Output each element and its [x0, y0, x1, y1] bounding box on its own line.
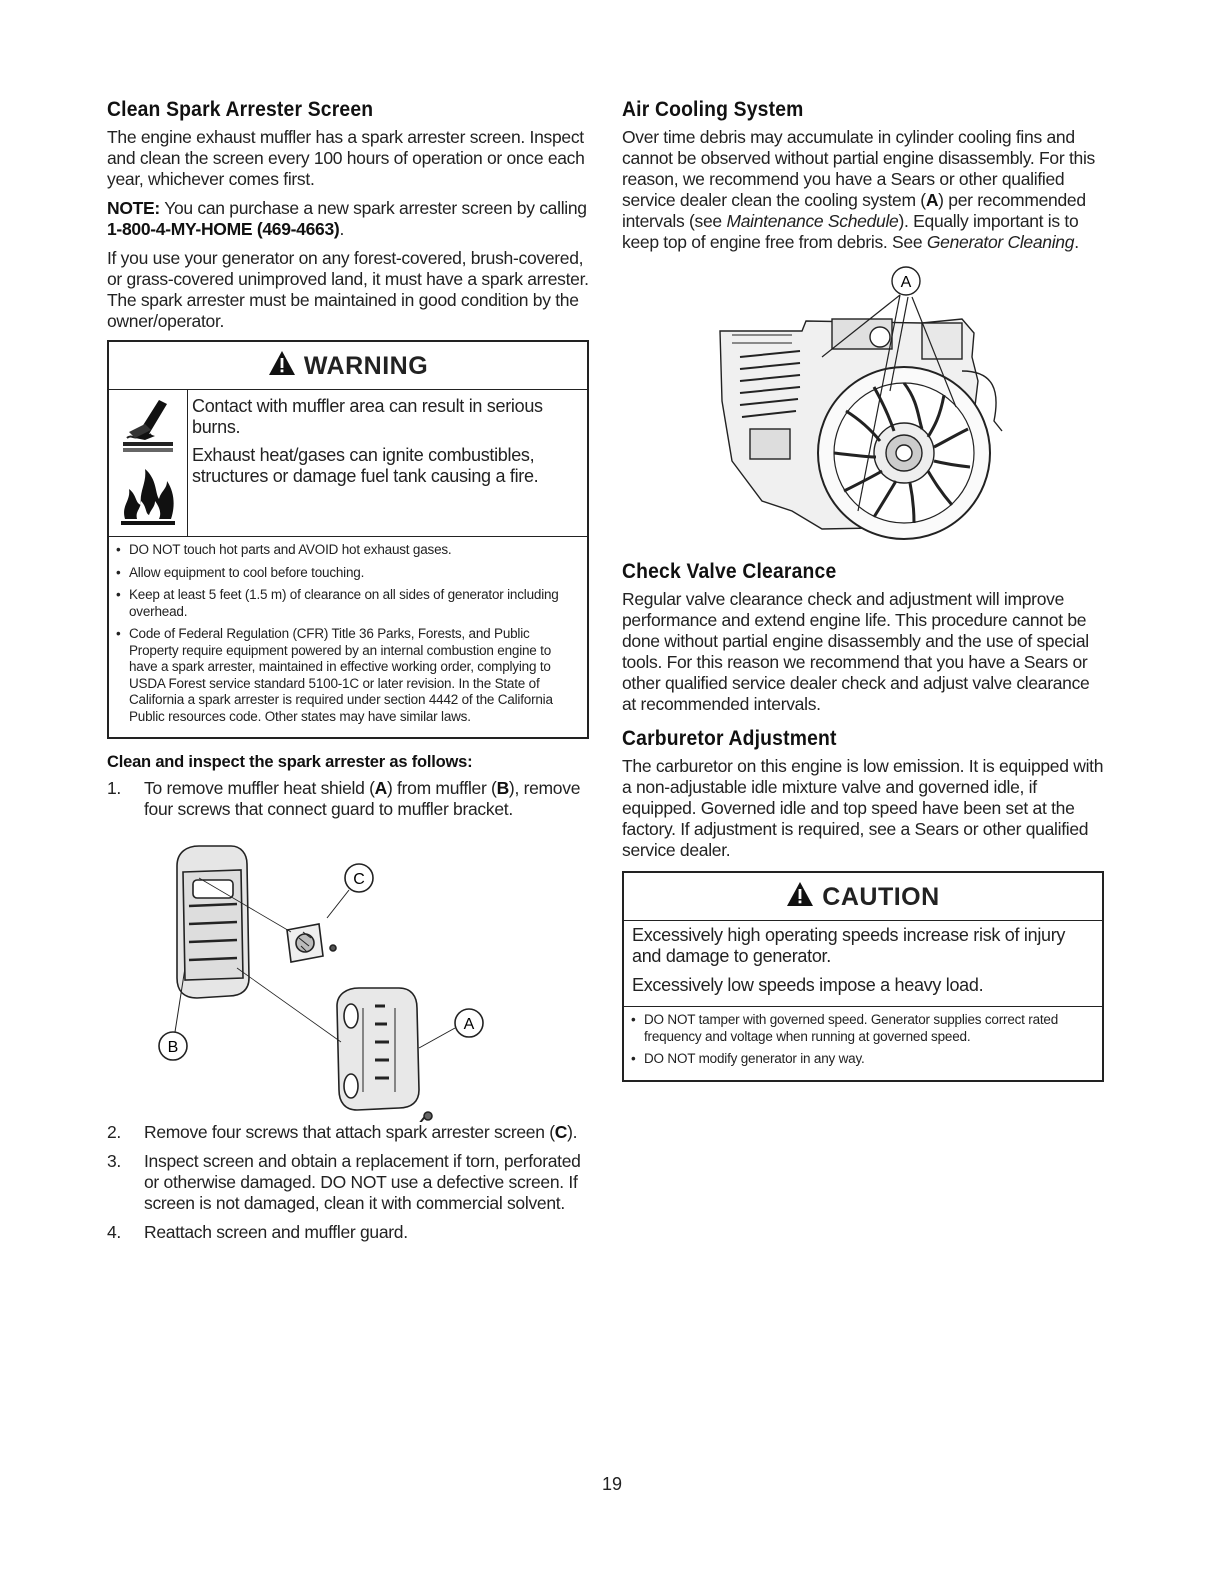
- caution-line-1: Excessively high operating speeds increase risk of injury and damage to generator.: [632, 925, 1066, 966]
- warning-text: [188, 390, 587, 536]
- forest-paragraph: If you use your generator on any forest-covered, brush-covered, or grass-covered unimproved land, it must have a spark arrester. The spark arrester must be maintained in good condition by the owner/operator.: [107, 248, 589, 331]
- label-a: A: [900, 274, 912, 291]
- intro-paragraph: The engine exhaust muffler has a spark arrester screen. Inspect and clean the screen every 100 hours of operation or once each year, whichever comes first.: [107, 127, 585, 189]
- section-title-valve-clearance: Check Valve Clearance: [622, 560, 837, 583]
- caution-box: [622, 871, 1104, 1082]
- step-3: [107, 1151, 589, 1214]
- note-text: You can purchase a new spark arrester screen by calling: [159, 198, 587, 218]
- valve-paragraph: Regular valve clearance check and adjustment will improve performance and extend engine life. This procedure cannot be done without partial engine disassembly and the use of special tools. For this reason we recommend that you have a Sears or other qualified service dealer check and adjust valve clearance at recommended intervals.: [622, 589, 1090, 714]
- hot-surface-burn-icon: [115, 394, 181, 461]
- step-number: 2.: [107, 1122, 121, 1142]
- step-2-text-a: Remove four screws that attach spark arrester screen (: [144, 1122, 555, 1142]
- step-1-text-a: To remove muffler heat shield (: [144, 778, 375, 798]
- note-label: NOTE:: [107, 198, 160, 218]
- caution-title: CAUTION: [822, 883, 940, 911]
- warning-bullet: • Allow equipment to cool before touching.: [115, 565, 581, 582]
- step-number: 1.: [107, 778, 121, 798]
- step-1-label-b: B: [496, 778, 509, 798]
- air-label-a: A: [925, 190, 939, 210]
- air-text-3: ). Equally important is to keep top of engine free from debris. See: [622, 211, 1079, 252]
- section-title-spark-arrester: Clean Spark Arrester Screen: [107, 98, 374, 121]
- step-2-label-c: C: [554, 1122, 568, 1142]
- procedure-heading: Clean and inspect the spark arrester as follows:: [107, 753, 473, 771]
- warning-bullet: • DO NOT touch hot parts and AVOID hot exhaust gases.: [115, 542, 581, 559]
- step-2-text-b: ).: [567, 1122, 578, 1142]
- section-title-air-cooling: Air Cooling System: [622, 98, 804, 121]
- section-title-carburetor: Carburetor Adjustment: [622, 727, 837, 750]
- left-column: [107, 98, 589, 1251]
- step-1: [107, 778, 589, 820]
- warning-bullet: • Code of Federal Regulation (CFR) Title 36 Parks, Forests, and Public Property require equipment powered by an internal combustion engine to have a spark arrester, maintained in effective working order, complying to USDA Forest service standard 5100-1C or later revision. In the State of California a spark arrester is required under section 4442 of the California Public resources code. Other states may have similar laws.: [115, 626, 581, 725]
- step-1-label-a: A: [374, 778, 387, 798]
- step-number: 4.: [107, 1222, 121, 1242]
- procedure-steps-continued: [107, 1122, 589, 1243]
- air-text-2: ) per recommended intervals (see: [622, 190, 1086, 231]
- note-phone: 1-800-4-MY-HOME (469-4663): [107, 219, 340, 239]
- muffler-figure: [107, 828, 589, 1122]
- muffler-diagram: [107, 828, 589, 1122]
- air-text-1: Over time debris may accumulate in cylinder cooling fins and cannot be observed without partial engine disassembly. For this reason, we recommend you have a Sears or other qualified service dealer clean the cooling system (: [622, 127, 1095, 210]
- air-text-4: .: [1074, 232, 1079, 252]
- label-c: C: [353, 871, 365, 888]
- procedure-steps: [107, 778, 589, 820]
- caution-triangle-icon: [786, 881, 814, 914]
- warning-line-2: Exhaust heat/gases can ignite combustibles, structures or damage fuel tank causing a fire.: [192, 445, 539, 486]
- note-end: .: [339, 219, 344, 239]
- step-3-text: Inspect screen and obtain a replacement if torn, perforated or otherwise damaged. DO NOT use a defective screen. If screen is not damaged, clean it with commercial solvent.: [144, 1151, 581, 1213]
- step-4-text: Reattach screen and muffler guard.: [144, 1222, 408, 1242]
- right-column: [622, 98, 1104, 1092]
- carburetor-paragraph: The carburetor on this engine is low emission. It is equipped with a non-adjustable idle mixture valve and governed idle, if equipped. Governed idle and top speed have been set at the factory. If adjustment is required, see a Sears or other qualified service dealer.: [622, 756, 1104, 860]
- step-4: [107, 1222, 589, 1243]
- page-number: 19: [601, 1474, 623, 1494]
- warning-icons: [109, 390, 188, 536]
- generator-cleaning-ref: Generator Cleaning: [926, 232, 1075, 252]
- caution-bullet: • DO NOT tamper with governed speed. Generator supplies correct rated frequency and voltage when running at governed speed.: [630, 1012, 1096, 1045]
- warning-title: WARNING: [303, 352, 429, 380]
- note-paragraph: [107, 198, 589, 240]
- label-a: A: [463, 1016, 475, 1033]
- fire-hazard-icon: [115, 461, 181, 532]
- step-1-text-c: ), remove four screws that connect guard to muffler bracket.: [144, 778, 581, 819]
- warning-line-1: Contact with muffler area can result in serious burns.: [192, 396, 543, 437]
- step-1-text-b: ) from muffler (: [386, 778, 497, 798]
- label-b: B: [167, 1039, 179, 1056]
- warning-header: [109, 342, 587, 390]
- warning-bullet: • Keep at least 5 feet (1.5 m) of clearance on all sides of generator including overhead.: [115, 587, 581, 620]
- caution-header: [624, 873, 1102, 921]
- step-2: [107, 1122, 589, 1143]
- caution-body: [624, 921, 1102, 1007]
- maintenance-schedule-ref: Maintenance Schedule: [726, 211, 899, 231]
- engine-figure: [622, 261, 1104, 556]
- caution-bullet: • DO NOT modify generator in any way.: [630, 1051, 1096, 1068]
- warning-bullets: [109, 537, 587, 737]
- engine-cooling-diagram: [622, 261, 1104, 556]
- warning-body: [109, 390, 587, 537]
- caution-bullets: [624, 1007, 1102, 1080]
- warning-box: [107, 340, 589, 739]
- caution-line-2: Excessively low speeds impose a heavy load.: [632, 975, 984, 995]
- step-number: 3.: [107, 1151, 121, 1171]
- air-cooling-paragraph: [622, 127, 1104, 253]
- warning-triangle-icon: [268, 350, 296, 383]
